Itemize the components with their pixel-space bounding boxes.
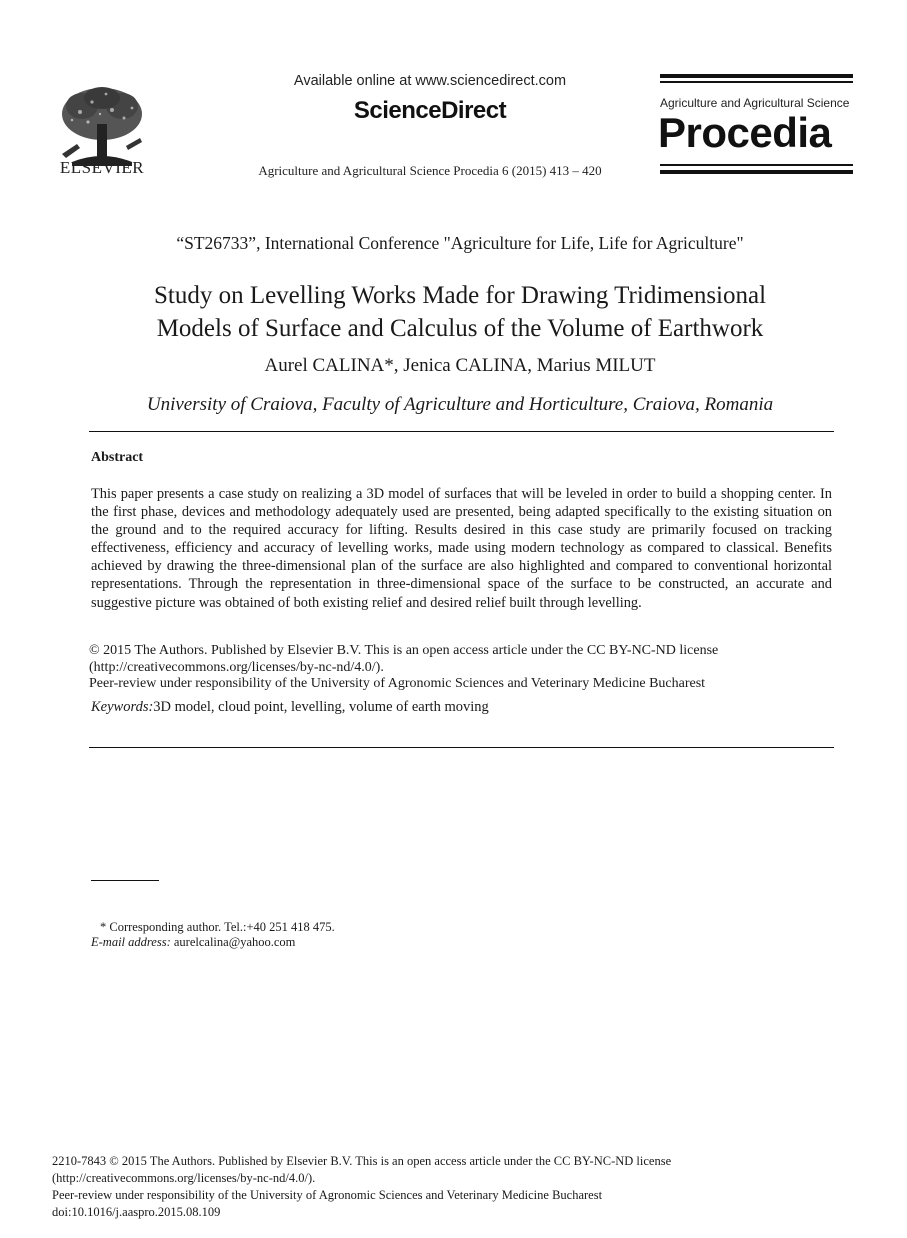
corresponding-author: * Corresponding author. Tel.:+40 251 418 475. [100, 920, 335, 934]
email-line [91, 935, 295, 950]
procedia-logo: Procedia [658, 109, 832, 156]
journal-subtitle: Agriculture and Agricultural Science [660, 96, 850, 110]
footer-license-link[interactable]: (http://creativecommons.org/licenses/by-nc-nd/4.0/). [52, 1171, 316, 1185]
footer-doi[interactable]: doi:10.1016/j.aaspro.2015.08.109 [52, 1205, 221, 1219]
authors: Aurel CALINA*, Jenica CALINA, Marius MILUT [264, 355, 656, 376]
header-rule [660, 164, 853, 166]
abstract-heading: Abstract [91, 450, 144, 465]
header-rule [660, 81, 853, 83]
title-line: Models of Surface and Calculus of the Volume of Earthwork [156, 315, 764, 342]
license-link[interactable]: (http://creativecommons.org/licenses/by-nc-nd/4.0/). [89, 660, 384, 675]
email-address[interactable]: aurelcalina@yahoo.com [173, 935, 296, 949]
header-rule [660, 74, 853, 78]
paper-title [60, 279, 860, 345]
available-online-text: Available online at www.sciencedirect.com [293, 73, 567, 89]
title-line: Study on Levelling Works Made for Drawing Tridimensional [153, 282, 767, 309]
keywords-label: Keywords: [91, 699, 154, 715]
license-statement [89, 642, 834, 676]
affiliation: University of Craiova, Faculty of Agriculture and Horticulture, Craiova, Romania [146, 394, 774, 415]
sciencedirect-logo: ScienceDirect [353, 97, 507, 124]
journal-citation: Agriculture and Agricultural Science Procedia 6 (2015) 413 – 420 [258, 163, 602, 178]
divider [89, 747, 834, 748]
divider [89, 431, 834, 432]
abstract-body: This paper presents a case study on realizing a 3D model of surfaces that will be leveled in order to build a shopping center. In the first phase, devices and methodology adequately used are presented, being adapted specifically to the existing situation on the ground and to the required accuracy for lifting. Results desired in this case study are primarily focused on tracking effectiveness, efficiency and accuracy of levelling works, made using modern technology as compared to classical. Benefits achieved by drawing the three-dimensional plan of the surface are also highlighted and compared to conventional horizontal representations. Through the representation in three-dimensional space of the surface to be constructed, an accurate and suggestive picture was obtained of both existing relief and desired relief built through levelling. [91, 486, 832, 611]
footer-peer-review: Peer-review under responsibility of the University of Agronomic Sciences and Veterinary Medicine Bucharest [52, 1188, 603, 1202]
license-line: © 2015 The Authors. Published by Elsevier B.V. This is an open access article under the CC BY-NC-ND license [89, 643, 719, 658]
footer-license: 2210-7843 © 2015 The Authors. Published by Elsevier B.V. This is an open access article under the CC BY-NC-ND license [52, 1154, 672, 1168]
publisher-name: ELSEVIER [59, 158, 145, 177]
peer-review-statement: Peer-review under responsibility of the University of Agronomic Sciences and Veterinary Medicine Bucharest [89, 676, 706, 691]
footnote-rule [91, 880, 159, 881]
page-footer [52, 1153, 872, 1221]
keywords [91, 699, 489, 716]
keywords-value: 3D model, cloud point, levelling, volume of earth moving [153, 699, 489, 715]
email-label: E-mail address: [91, 935, 171, 949]
conference-name: “ST26733”, International Conference "Agriculture for Life, Life for Agriculture" [176, 233, 744, 253]
header-rule [660, 170, 853, 174]
